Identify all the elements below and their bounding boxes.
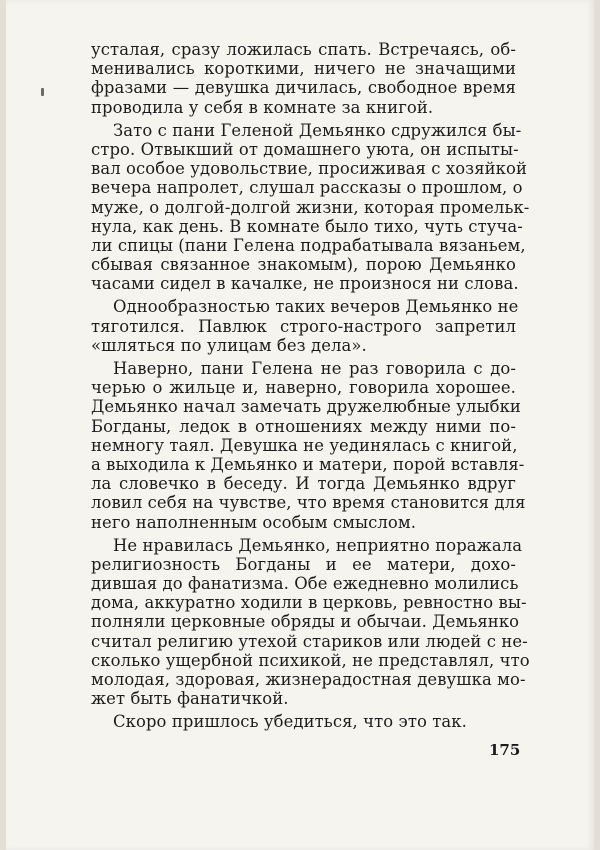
paragraph	[91, 40, 516, 117]
text-line: нула, как день. В комнате было тихо, чуть стуча-	[91, 216, 523, 236]
text-line: тяготился. Павлюк строго-настрого запретил	[91, 316, 516, 336]
text-line: ла словечко в беседу. И тогда Демьянко вдруг	[91, 474, 516, 494]
paragraph	[91, 535, 530, 709]
text-line: Зато с пани Геленой Демьянко сдружился бы-	[113, 120, 522, 140]
text-line: ловил себя на чувстве, что время становится для	[91, 493, 526, 513]
book-page	[6, 0, 594, 850]
text-line: Однообразностью таких вечеров Демьянко не	[113, 297, 519, 317]
text-line: вал особое удовольствие, просиживая с хозяйкой	[91, 159, 528, 179]
text-line: жет быть фанатичкой.	[91, 689, 289, 709]
paragraph	[91, 297, 519, 355]
text-line: черью о жильце и, наверно, говорила хорошее.	[91, 378, 516, 398]
margin-mark	[41, 88, 44, 96]
text-line: стро. Отвыкший от домашнего уюта, он испыты-	[91, 139, 519, 159]
text-line: сбывая связанное знакомым), порою Демьянко	[91, 255, 516, 275]
page-number: 175	[489, 741, 521, 759]
text-line: сколько ущербной психикой, не представлял, что	[91, 650, 530, 670]
text-line: молодая, здоровая, жизнерадостная девушка мо-	[91, 670, 526, 689]
text-line: него наполненным особым смыслом.	[91, 512, 417, 532]
text-line: дома, аккуратно ходили в церковь, ревностно вы-	[91, 593, 527, 613]
paragraph	[91, 359, 526, 532]
text-line: проводила у себя в комнате за книгой.	[91, 97, 434, 117]
paragraph	[91, 712, 516, 731]
text-line: Не нравилась Демьянко, неприятно поражала	[113, 535, 523, 555]
text-line: Наверно, пани Гелена не раз говорила с до-	[113, 359, 516, 378]
text-line: Богданы, ледок в отношениях между ними по-	[91, 416, 516, 436]
text-line: муже, о долгой-долгой жизни, которая промельк-	[91, 197, 530, 217]
text-line: немногу таял. Девушка не уединялась с книгой,	[91, 435, 518, 455]
paragraph	[91, 120, 530, 294]
text-line: часами сидел в качалке, не произнося ни слова.	[91, 274, 519, 294]
text-line: усталая, сразу ложилась спать. Встречаясь, об-	[91, 40, 516, 59]
text-line: ли спицы (пани Гелена подрабатывала вязаньем,	[91, 235, 526, 255]
text-line: «шляться по улицам без дела».	[91, 335, 367, 355]
text-line: считал религию утехой стариков или людей с не-	[91, 631, 528, 651]
text-line: фразами — девушка дичилась, свободное время	[91, 78, 516, 98]
text-line: религиозность Богданы и ее матери, дохо-	[91, 554, 516, 574]
text-line: а выходила к Демьянко и матери, порой вставля-	[91, 454, 525, 474]
text-line: полняли церковные обряды и обычаи. Демьянко	[91, 612, 520, 632]
text-line: Скоро пришлось убедиться, что это так.	[113, 712, 467, 732]
text-line: Демьянко начал замечать дружелюбные улыбки	[91, 397, 521, 417]
text-line: вечера напролет, слушал рассказы о прошлом, о	[91, 178, 523, 198]
text-line: менивались короткими, ничего не значащими	[91, 59, 516, 79]
body-text	[91, 40, 530, 732]
text-line: дившая до фанатизма. Обе ежедневно молились	[91, 574, 519, 594]
